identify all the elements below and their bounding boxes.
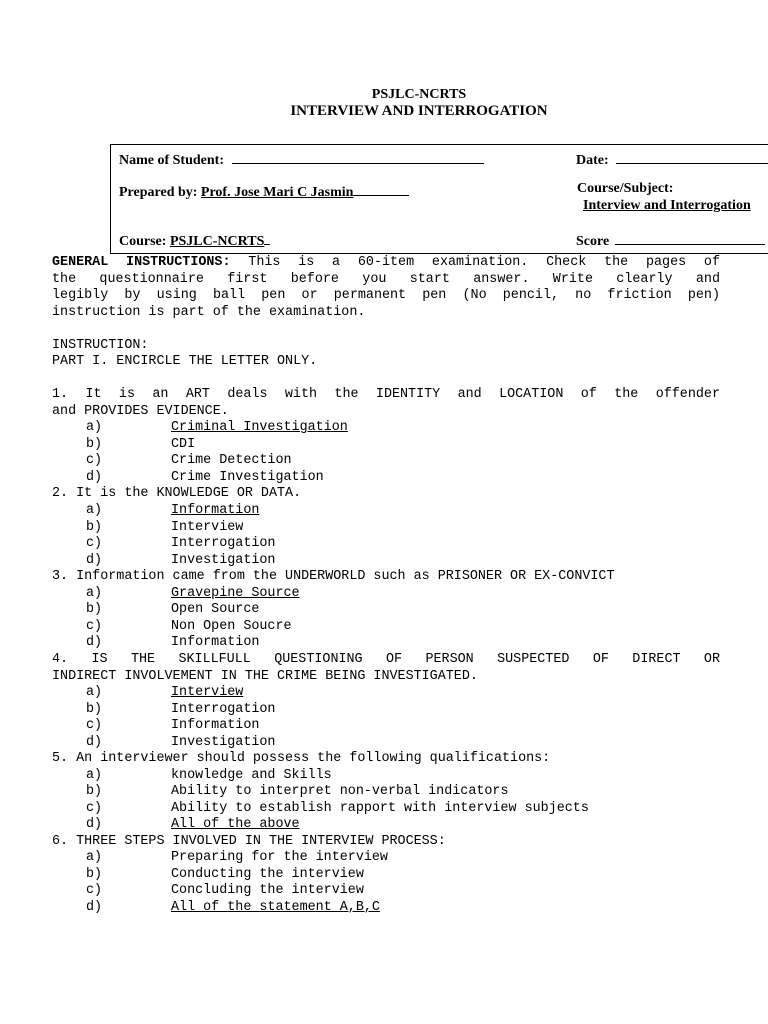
- q2-option-a-text: Information: [171, 503, 260, 518]
- q1-option-b-letter[interactable]: b): [86, 436, 103, 452]
- q2-option-b-text: Interview: [171, 519, 244, 535]
- name-field[interactable]: [232, 149, 484, 164]
- q3-option-a-text: Gravepine Source: [171, 585, 300, 601]
- general-instructions-line-3: legibly by using ball pen or permanent pen (No pencil, no friction pen): [52, 288, 720, 303]
- instruction-label: INSTRUCTION:: [52, 337, 149, 353]
- q3-option-b-text: Open Source: [171, 602, 260, 617]
- q6-option-c-text: Concluding the interview: [171, 883, 364, 898]
- q3-option-a-letter[interactable]: a): [86, 585, 103, 601]
- q3-option-c-text: Non Open Soucre: [171, 618, 292, 634]
- course-fill: [264, 230, 270, 245]
- question-4-line-1: 4. IS THE SKILLFULL QUESTIONING OF PERSON SUSPECTED OF DIRECT OR: [52, 652, 720, 667]
- q1-option-d-letter[interactable]: d): [86, 469, 103, 485]
- q4-option-b-text: Interrogation: [171, 701, 276, 717]
- q2-option-a-letter[interactable]: a): [86, 503, 103, 518]
- q4-option-a-text: Interview: [171, 685, 244, 700]
- score-row: [576, 230, 765, 250]
- q2-option-b-letter[interactable]: b): [86, 519, 103, 535]
- part-one-heading: PART I. ENCIRCLE THE LETTER ONLY.: [52, 354, 318, 369]
- q4-option-c-text: Information: [171, 718, 260, 733]
- q5-option-c-letter[interactable]: c): [86, 800, 103, 816]
- prepared-by-fill: [353, 181, 409, 196]
- exam-title: INTERVIEW AND INTERROGATION: [290, 103, 548, 119]
- course-subject-value: Interview and Interrogation: [583, 198, 751, 213]
- q2-option-d-letter[interactable]: d): [86, 552, 103, 568]
- q4-option-b-letter[interactable]: b): [86, 701, 103, 717]
- q5-option-b-text: Ability to interpret non-verbal indicators: [171, 784, 509, 799]
- question-3-line-1: 3. Information came from the UNDERWORLD such as PRISONER OR EX-CONVICT: [52, 569, 615, 584]
- question-2-line-1: 2. It is the KNOWLEDGE OR DATA.: [52, 486, 302, 501]
- course-subject-label: Course/Subject:: [577, 181, 674, 196]
- q5-option-a-text: knowledge and Skills: [171, 767, 332, 783]
- q1-option-d-text: Crime Investigation: [171, 469, 324, 485]
- q4-option-c-letter[interactable]: c): [86, 718, 103, 733]
- name-label: Name of Student:: [119, 153, 224, 168]
- q2-option-c-letter[interactable]: c): [86, 536, 103, 551]
- question-5-line-1: 5. An interviewer should possess the following qualifications:: [52, 751, 551, 766]
- q6-option-d-text: All of the statement A,B,C: [171, 899, 380, 915]
- q4-option-d-letter[interactable]: d): [86, 734, 103, 750]
- q3-option-b-letter[interactable]: b): [86, 602, 103, 617]
- course-value: PSJLC-NCRTS: [169, 234, 265, 249]
- question-4-line-2: INDIRECT INVOLVEMENT IN THE CRIME BEING INVESTIGATED.: [52, 668, 478, 684]
- q2-option-c-text: Interrogation: [171, 536, 276, 551]
- q1-option-a-text: Criminal Investigation: [171, 420, 348, 435]
- general-instructions-line-2: the questionnaire first before you start answer. Write clearly and: [52, 271, 720, 287]
- prepared-by-value: Prof. Jose Mari C Jasmin: [200, 185, 354, 200]
- course-label: Course:: [119, 234, 167, 249]
- q6-option-b-text: Conducting the interview: [171, 866, 364, 882]
- general-instructions-line-4: instruction is part of the examination.: [52, 304, 366, 320]
- q4-option-d-text: Investigation: [171, 734, 276, 750]
- score-label: Score: [576, 234, 610, 249]
- q1-option-b-text: CDI: [171, 436, 196, 452]
- q4-option-a-letter[interactable]: a): [86, 685, 103, 700]
- q5-option-d-text: All of the above: [171, 817, 300, 832]
- q1-option-c-text: Crime Detection: [171, 453, 292, 468]
- q6-option-a-letter[interactable]: a): [86, 850, 103, 865]
- q5-option-a-letter[interactable]: a): [86, 767, 103, 783]
- course-row: [119, 230, 270, 250]
- q3-option-d-letter[interactable]: d): [86, 635, 103, 650]
- q6-option-d-letter[interactable]: d): [86, 899, 103, 915]
- q1-option-c-letter[interactable]: c): [86, 453, 103, 468]
- general-instructions-label: GENERAL INSTRUCTIONS:: [52, 255, 231, 270]
- q5-option-b-letter[interactable]: b): [86, 784, 103, 799]
- score-field[interactable]: [615, 230, 765, 245]
- question-1-line-1: 1. It is an ART deals with the IDENTITY and LOCATION of the offender: [52, 387, 720, 402]
- q6-option-a-text: Preparing for the interview: [171, 850, 388, 865]
- q5-option-c-text: Ability to establish rapport with interview subjects: [171, 800, 589, 816]
- prepared-by-label: Prepared by:: [119, 185, 198, 200]
- q3-option-d-text: Information: [171, 635, 260, 650]
- q6-option-b-letter[interactable]: b): [86, 866, 103, 882]
- exam-organization: PSJLC-NCRTS: [371, 87, 467, 102]
- date-label: Date:: [576, 153, 609, 168]
- q1-option-a-letter[interactable]: a): [86, 420, 103, 435]
- date-row: [576, 149, 768, 169]
- question-1-line-2: and PROVIDES EVIDENCE.: [52, 403, 229, 419]
- q3-option-c-letter[interactable]: c): [86, 618, 103, 634]
- general-instructions-line-1: GENERAL INSTRUCTIONS: This is a 60-item examination. Check the pages of: [52, 255, 720, 270]
- q5-option-d-letter[interactable]: d): [86, 817, 103, 832]
- name-of-student-row: [119, 149, 484, 169]
- question-6-line-1: 6. THREE STEPS INVOLVED IN THE INTERVIEW PROCESS:: [52, 833, 446, 849]
- date-field[interactable]: [616, 149, 768, 164]
- q2-option-d-text: Investigation: [171, 552, 276, 568]
- prepared-by-row: [119, 181, 409, 201]
- q6-option-c-letter[interactable]: c): [86, 883, 103, 898]
